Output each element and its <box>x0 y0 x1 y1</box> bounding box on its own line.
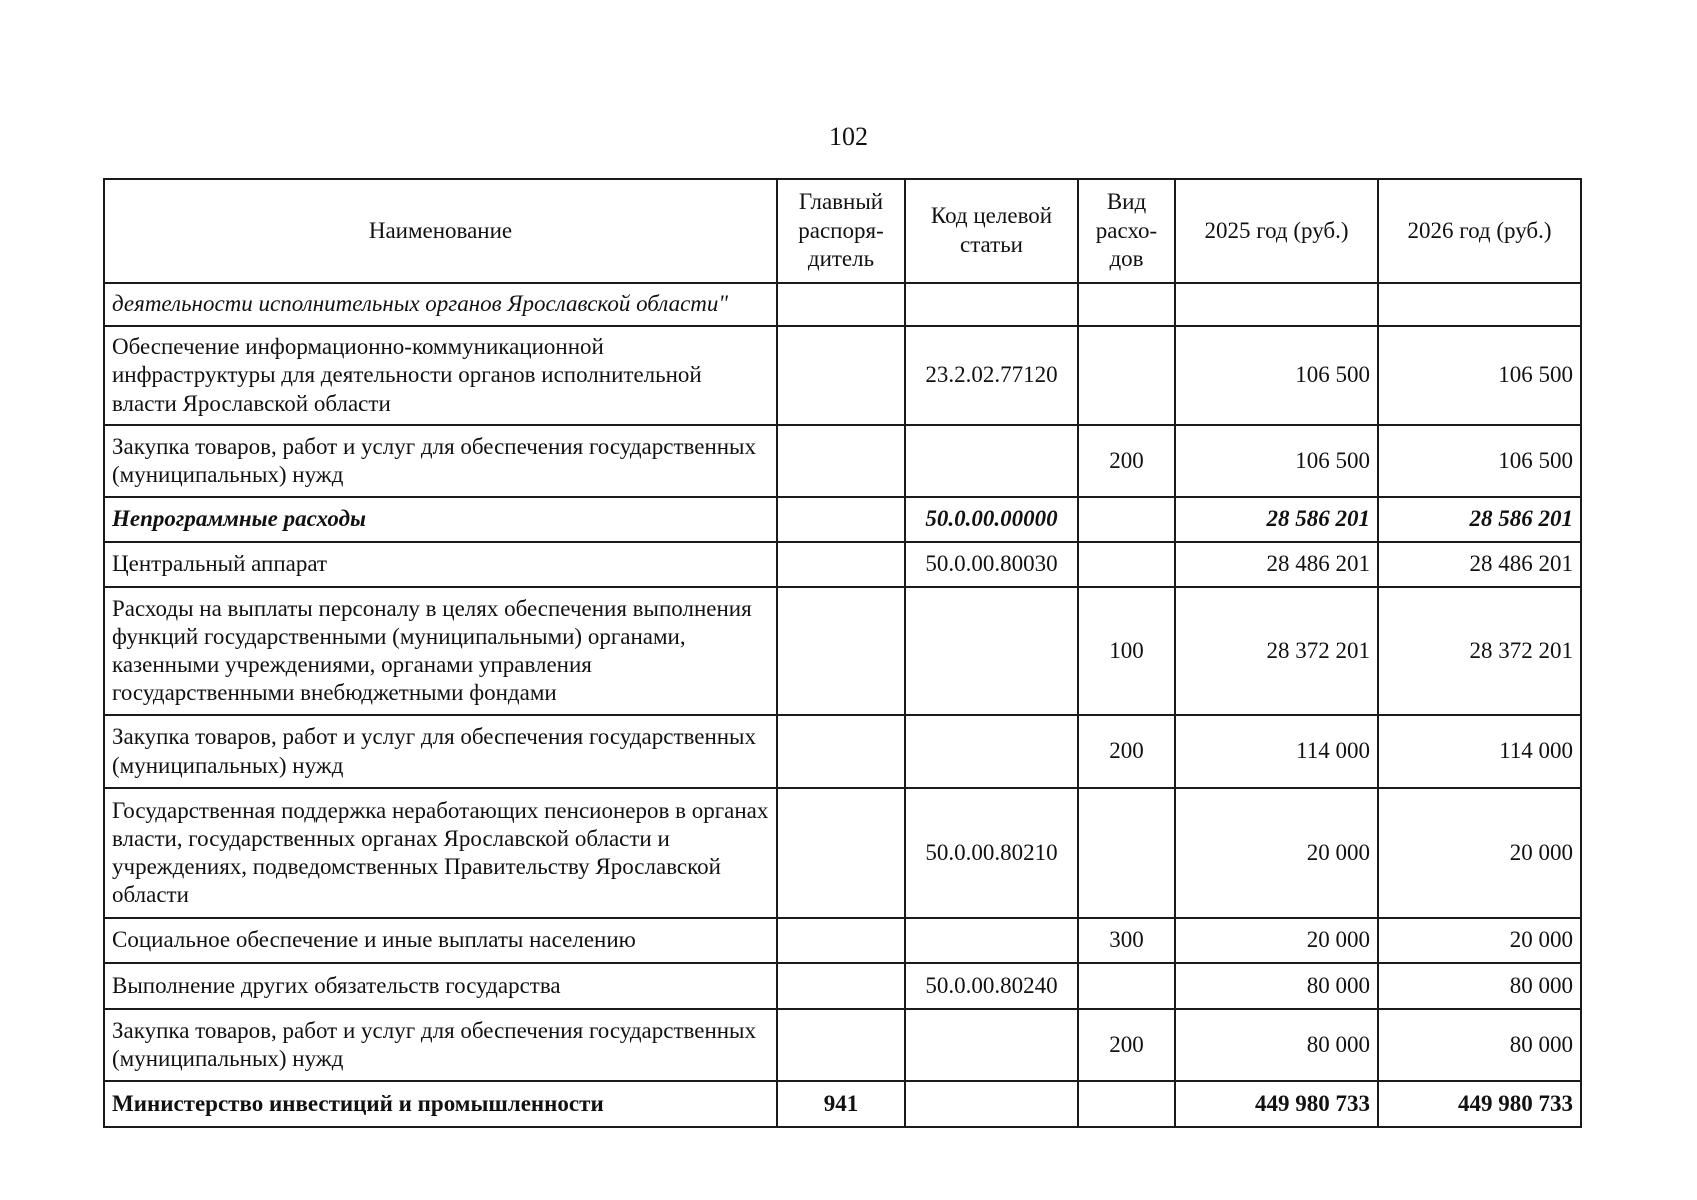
row-2026: 20 000 <box>1378 918 1581 963</box>
row-manager <box>777 283 905 326</box>
row-2026: 106 500 <box>1378 326 1581 425</box>
row-name: Закупка товаров, работ и услуг для обеспечения государственных (муниципальных) нужд <box>104 715 777 788</box>
header-type: Вид расхо-дов <box>1078 179 1175 283</box>
row-manager <box>777 587 905 715</box>
row-name: Министерство инвестиций и промышленности <box>104 1081 777 1127</box>
row-name: Расходы на выплаты персоналу в целях обеспечения выполнения функций государственными (муниципальными) органами, казенными учреждениями, органами управления государственными внебюджетными фондами <box>104 587 777 715</box>
table-row <box>104 497 1581 542</box>
row-code <box>905 1081 1078 1127</box>
row-2026 <box>1378 283 1581 326</box>
page-number: 102 <box>829 122 868 151</box>
table-row <box>104 918 1581 963</box>
row-2025: 106 500 <box>1175 425 1378 497</box>
row-manager <box>777 542 905 587</box>
table-header-row <box>104 179 1581 283</box>
row-name: деятельности исполнительных органов Ярославской области" <box>104 283 777 326</box>
row-manager: 941 <box>777 1081 905 1127</box>
budget-table <box>103 178 1582 1128</box>
row-manager <box>777 326 905 425</box>
row-code <box>905 283 1078 326</box>
row-name: Обеспечение информационно-коммуникационной инфраструктуры для деятельности органов исполнительной власти Ярославской области <box>104 326 777 425</box>
row-manager <box>777 425 905 497</box>
row-code <box>905 918 1078 963</box>
row-name: Социальное обеспечение и иные выплаты населению <box>104 918 777 963</box>
row-2025: 106 500 <box>1175 326 1378 425</box>
row-name: Закупка товаров, работ и услуг для обеспечения государственных (муниципальных) нужд <box>104 425 777 497</box>
header-name: Наименование <box>104 179 777 283</box>
row-2025: 28 372 201 <box>1175 587 1378 715</box>
row-name: Непрограммные расходы <box>104 497 777 542</box>
row-type <box>1078 283 1175 326</box>
table-row <box>104 715 1581 788</box>
row-name: Государственная поддержка неработающих пенсионеров в органах власти, государственных органах Ярославской области и учреждениях, подведомственных Правительству Ярославской области <box>104 788 777 918</box>
row-2025: 20 000 <box>1175 918 1378 963</box>
row-name: Выполнение других обязательств государства <box>104 963 777 1009</box>
row-type <box>1078 497 1175 542</box>
table-row <box>104 963 1581 1009</box>
row-name: Закупка товаров, работ и услуг для обеспечения государственных (муниципальных) нужд <box>104 1009 777 1081</box>
table-row <box>104 788 1581 918</box>
table-row <box>104 1009 1581 1081</box>
row-2026: 20 000 <box>1378 788 1581 918</box>
row-type: 200 <box>1078 425 1175 497</box>
row-code <box>905 587 1078 715</box>
row-type <box>1078 326 1175 425</box>
row-2026: 28 586 201 <box>1378 497 1581 542</box>
table-row <box>104 326 1581 425</box>
row-manager <box>777 1009 905 1081</box>
row-2025: 80 000 <box>1175 1009 1378 1081</box>
row-code: 50.0.00.80210 <box>905 788 1078 918</box>
row-code: 50.0.00.80240 <box>905 963 1078 1009</box>
row-manager <box>777 918 905 963</box>
row-manager <box>777 963 905 1009</box>
row-2026: 106 500 <box>1378 425 1581 497</box>
row-manager <box>777 715 905 788</box>
header-manager: Главный распоря-дитель <box>777 179 905 283</box>
row-type <box>1078 963 1175 1009</box>
row-type: 200 <box>1078 1009 1175 1081</box>
table-row <box>104 283 1581 326</box>
row-code <box>905 715 1078 788</box>
table-row <box>104 1081 1581 1127</box>
row-2025: 449 980 733 <box>1175 1081 1378 1127</box>
row-type <box>1078 788 1175 918</box>
row-2026: 80 000 <box>1378 1009 1581 1081</box>
row-type: 200 <box>1078 715 1175 788</box>
header-2026: 2026 год (руб.) <box>1378 179 1581 283</box>
row-code: 50.0.00.80030 <box>905 542 1078 587</box>
row-type <box>1078 542 1175 587</box>
row-manager <box>777 788 905 918</box>
row-2025: 28 486 201 <box>1175 542 1378 587</box>
row-code <box>905 1009 1078 1081</box>
table-row <box>104 542 1581 587</box>
header-2025: 2025 год (руб.) <box>1175 179 1378 283</box>
row-manager <box>777 497 905 542</box>
row-2026: 449 980 733 <box>1378 1081 1581 1127</box>
row-type: 100 <box>1078 587 1175 715</box>
row-2025 <box>1175 283 1378 326</box>
row-code <box>905 425 1078 497</box>
row-type: 300 <box>1078 918 1175 963</box>
row-2026: 114 000 <box>1378 715 1581 788</box>
row-code: 23.2.02.77120 <box>905 326 1078 425</box>
row-2026: 80 000 <box>1378 963 1581 1009</box>
row-2025: 114 000 <box>1175 715 1378 788</box>
table-row <box>104 425 1581 497</box>
row-2026: 28 372 201 <box>1378 587 1581 715</box>
row-code: 50.0.00.00000 <box>905 497 1078 542</box>
row-2025: 80 000 <box>1175 963 1378 1009</box>
row-2026: 28 486 201 <box>1378 542 1581 587</box>
table-row <box>104 587 1581 715</box>
row-type <box>1078 1081 1175 1127</box>
row-2025: 20 000 <box>1175 788 1378 918</box>
row-2025: 28 586 201 <box>1175 497 1378 542</box>
row-name: Центральный аппарат <box>104 542 777 587</box>
header-code: Код целевой статьи <box>905 179 1078 283</box>
